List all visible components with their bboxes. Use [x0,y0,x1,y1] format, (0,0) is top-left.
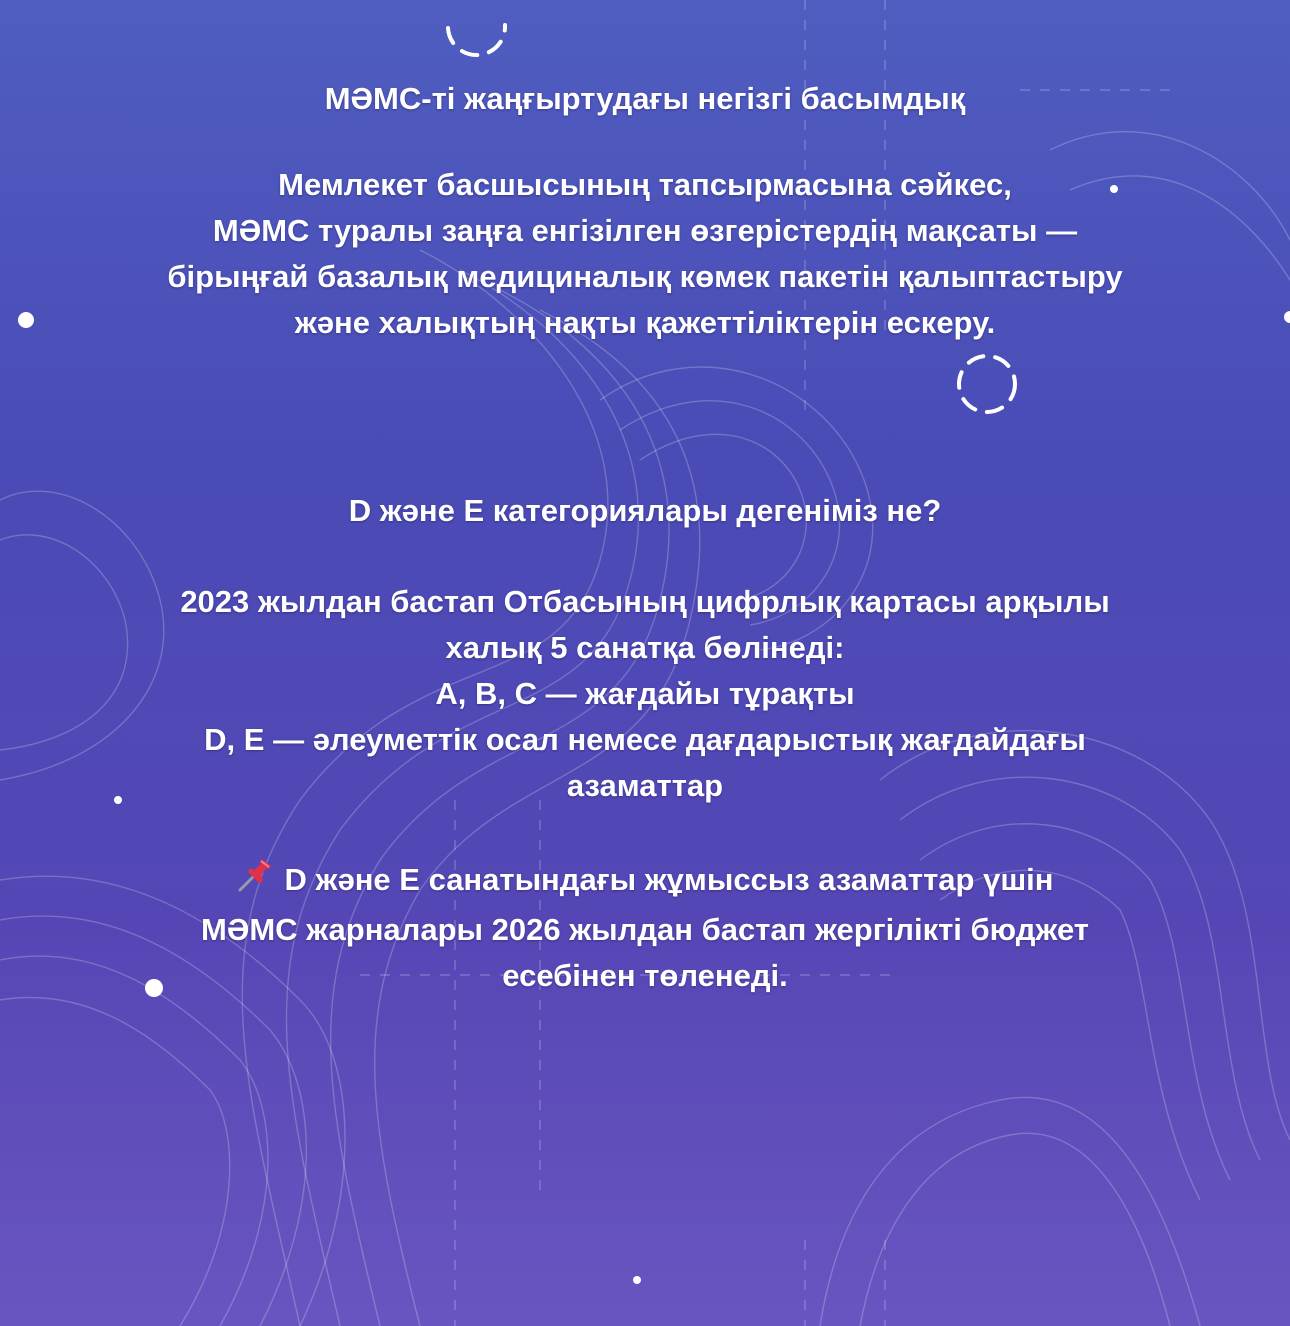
intro-line: бірыңғай базалық медициналық көмек пакетін қалыптастыру [167,259,1123,294]
note-line-first [0,857,1290,907]
heading [0,76,1290,122]
intro-line: Мемлекет басшысының тапсырмасына сәйкес, [278,167,1012,202]
heading-text: МӘМС-ті жаңғыртудағы негізгі басымдық [324,81,966,116]
question-text: D және E категориялары дегеніміз не? [348,493,942,528]
intro-paragraph [0,162,1290,346]
answer-paragraph [0,579,1290,809]
answer-line: A, B, C — жағдайы тұрақты [435,676,855,711]
answer-line: D, E — әлеуметтік осал немесе дағдарыстық жағдайдағы [204,722,1086,757]
note-line: D және E санатындағы жұмыссыз азаматтар үшін [284,862,1054,897]
intro-line: МӘМС туралы заңға енгізілген өзгерістердің мақсаты — [212,213,1078,248]
answer-line: 2023 жылдан бастап Отбасының цифрлық картасы арқылы [180,584,1110,619]
note-line: есебінен төленеді. [502,958,788,993]
question-heading [0,488,1290,534]
answer-line: халық 5 санатқа бөлінеді: [445,630,845,665]
note-line: МӘМС жарналары 2026 жылдан бастап жергілікті бюджет [201,912,1089,947]
intro-line: және халықтың нақты қажеттіліктерін ескеру. [294,305,996,340]
note-paragraph [0,857,1290,999]
pushpin-icon [236,858,276,907]
answer-line: азаматтар [566,768,724,803]
